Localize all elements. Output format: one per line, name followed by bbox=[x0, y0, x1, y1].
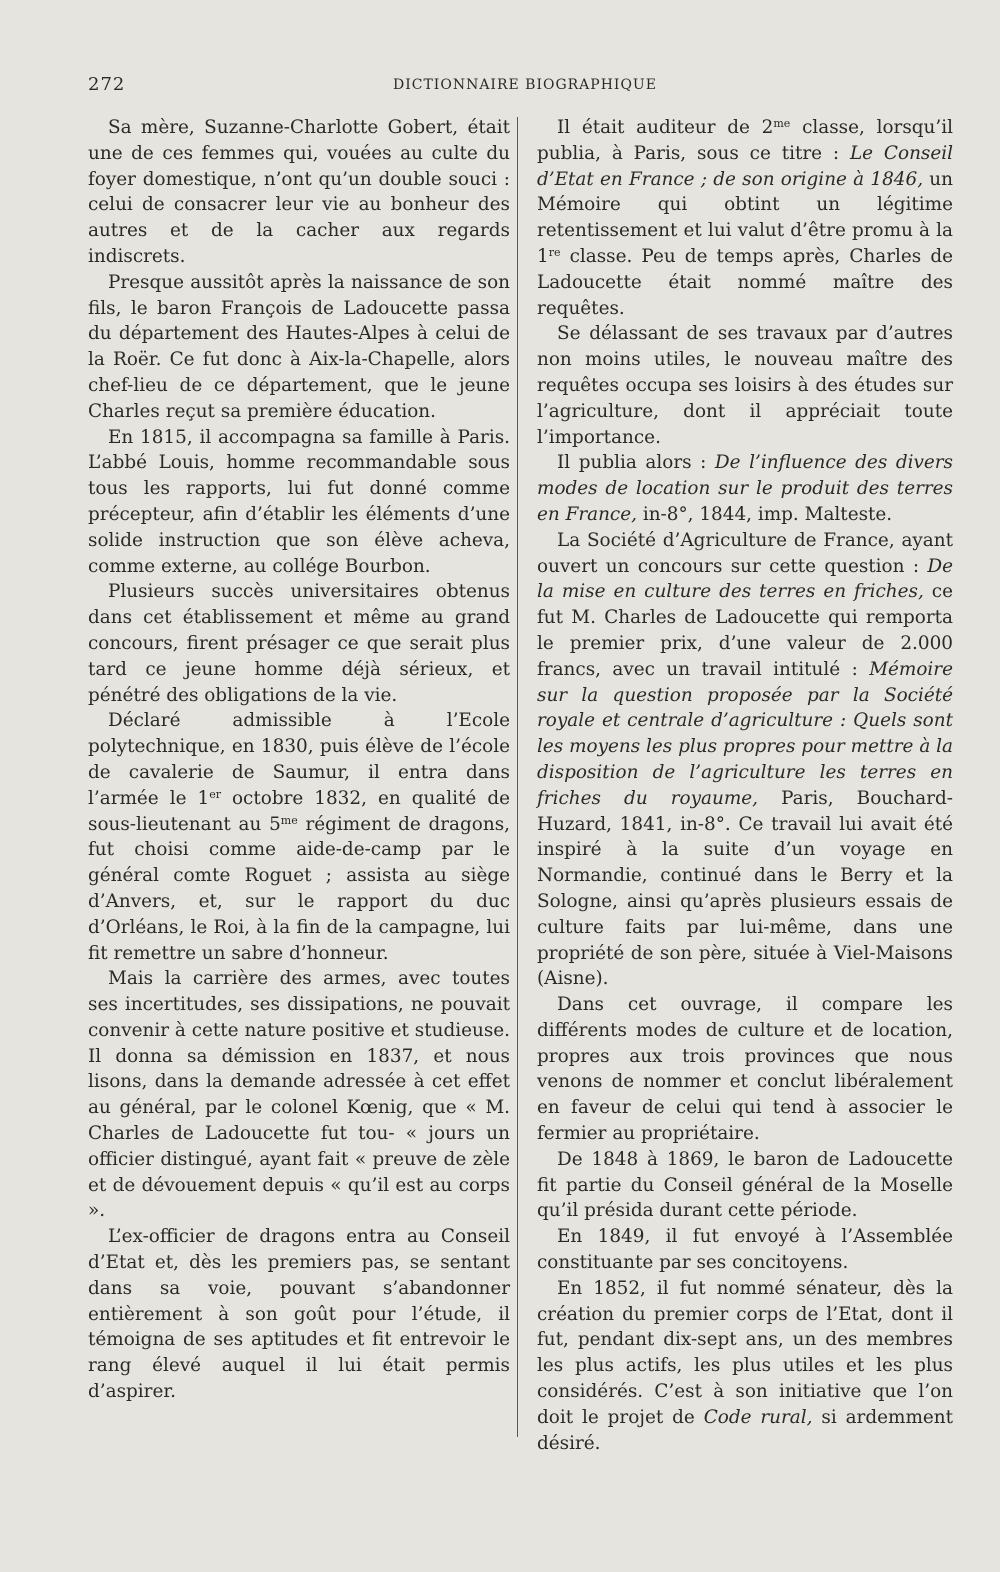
running-title: DICTIONNAIRE BIOGRAPHIQUE bbox=[393, 77, 657, 93]
paragraph bbox=[88, 1224, 510, 1405]
text-run: régiment de dragons, fut choisi comme aide-de-camp par le général comte Roguet ; assista au siège d’Anvers, et, sur le rapport du duc d’Orléans, le Roi, à la fin de la campagne, lui fit remettre un sabre d’honneur. bbox=[88, 813, 510, 964]
paragraph bbox=[537, 992, 953, 1147]
text-run: Déclaré admissible à l’Ecole polytechnique, en 1830, puis élève de l’école de cavalerie de Saumur, il entra dans l’armée le 1 bbox=[88, 710, 510, 809]
text-run: Il était auditeur de 2 bbox=[557, 117, 774, 138]
text-run: classe, lorsqu’il publia, à Paris, sous ce titre : bbox=[537, 117, 953, 164]
paragraph bbox=[88, 966, 510, 1224]
text-run: En 1849, il fut envoyé à l’Assemblée constituante par ses concitoyens. bbox=[537, 1226, 953, 1274]
text-run: Se délassant de ses travaux par d’autres non moins utiles, le nouveau maître des requêtes occupa ses loisirs à des études sur l’agriculture, dont il appréciait toute l’importance. bbox=[537, 323, 953, 448]
italic-title: De la mise en culture des terres en friches, bbox=[537, 555, 953, 603]
paragraph bbox=[88, 270, 510, 425]
column-divider bbox=[517, 117, 518, 1437]
text-run: in-8°, 1844, imp. Malteste. bbox=[636, 503, 893, 525]
text-run: Sa mère, Suzanne-Charlotte Gobert, était une de ces femmes qui, vouées au culte du foyer domestique, n’ont qu’un double souci : celui de consacrer leur vie au bonheur des autres et de la cacher aux regards indiscrets. bbox=[88, 117, 510, 267]
italic-title: Code rural, bbox=[703, 1406, 813, 1428]
paragraph bbox=[537, 1147, 953, 1224]
text-run: En 1815, il accompagna sa famille à Paris. L’abbé Louis, homme recommandable sous tous les rapports, lui fut donné comme précepteur, afin d’établir les éléments d’une solide instruction que son élève acheva, comme externe, au collége Bourbon. bbox=[88, 426, 510, 577]
text-run: De 1848 à 1869, le baron de Ladoucette fit partie du Conseil général de la Moselle qu’il présida durant cette période. bbox=[537, 1148, 953, 1222]
text-run: Mais la carrière des armes, avec toutes ses incertitudes, ses dissipations, ne pouvait convenir à cette nature positive et studieuse. Il donna sa démission en 1837, et nous lisons, dans la demande adressée à cet effet au général, par le colonel Kœnig, que « M. Charles de Ladoucette fut tou- « jours un officier distingué, ayant fait « preuve de zèle et de dévouement depuis « qu’il est au corps ». bbox=[88, 968, 510, 1222]
italic-title: De l’influence des divers modes de location sur le produit des terres en France, bbox=[537, 452, 953, 525]
superscript: re bbox=[548, 245, 561, 259]
text-run: Il publia alors : bbox=[557, 452, 715, 474]
paragraph bbox=[537, 1224, 953, 1276]
paragraph bbox=[88, 425, 510, 580]
right-column bbox=[537, 115, 953, 1456]
paragraph bbox=[537, 1276, 953, 1457]
text-run: ce fut M. Charles de Ladoucette qui remporta le premier prix, d’une valeur de 2.000 francs, avec un travail intitulé : bbox=[537, 581, 953, 680]
paragraph bbox=[88, 579, 510, 708]
text-run: Paris, Bouchard-Huzard, 1841, in-8°. Ce travail lui avait été inspiré à la suite d’un voyage en Normandie, continué dans le Berry et la Sologne, ainsi qu’après plusieurs essais de culture faits par lui-même, dans une propriété de son père, située à Viel-Maisons (Aisne). bbox=[537, 787, 953, 990]
text-run: Plusieurs succès universitaires obtenus dans cet établissement et même au grand concours, firent présager ce que serait plus tard ce jeune homme déjà sérieux, et pénétré des obligations de la vie. bbox=[88, 581, 510, 706]
paragraph bbox=[88, 115, 510, 270]
text-run: En 1852, il fut nommé sénateur, dès la création du premier corps de l’Etat, dont il fut, pendant dix-sept ans, un des membres les plus actifs, les plus utiles et les plus considérés. C’est à son initiative que l’on doit le projet de bbox=[537, 1277, 953, 1428]
paragraph bbox=[537, 528, 953, 992]
page-header bbox=[88, 74, 960, 98]
text-run: si ardemment désiré. bbox=[537, 1406, 953, 1454]
text-run: un Mémoire qui obtint un légitime retentissement et lui valut d’être promu à la 1 bbox=[537, 168, 953, 267]
paragraph bbox=[537, 115, 953, 321]
superscript: me bbox=[773, 117, 791, 130]
superscript: me bbox=[280, 813, 298, 827]
text-run: L’ex-officier de dragons entra au Conseil d’Etat et, dès les premiers pas, se sentant dans sa voie, pouvant s’abandonner entièrement à son goût pour l’étude, il témoigna de ses aptitudes et fit entrevoir le rang élevé auquel il lui était permis d’aspirer. bbox=[88, 1226, 510, 1403]
paragraph bbox=[88, 708, 510, 966]
text-run: Presque aussitôt après la naissance de son fils, le baron François de Ladoucette passa du département des Hautes-Alpes à celui de la Roër. Ce fut donc à Aix-la-Chapelle, alors chef-lieu de ce département, que le jeune Charles reçut sa première éducation. bbox=[88, 271, 510, 422]
superscript: er bbox=[209, 787, 221, 801]
paragraph bbox=[537, 321, 953, 450]
italic-title: Mémoire sur la question proposée par la Société royale et centrale d’agriculture : Quels sont les moyens les plus propres pour mettre à la disposition de l’agriculture les terres en friches du royaume, bbox=[537, 658, 953, 809]
paragraph bbox=[537, 450, 953, 527]
text-run: octobre 1832, en qualité de sous-lieutenant au 5 bbox=[88, 787, 510, 835]
italic-title: Le Conseil d’Etat en France ; de son origine à 1846, bbox=[537, 142, 954, 190]
text-run: classe. Peu de temps après, Charles de Ladoucette était nommé maître des requêtes. bbox=[537, 245, 953, 319]
text-run: La Société d’Agriculture de France, ayant ouvert un concours sur cette question : bbox=[537, 529, 953, 577]
left-column bbox=[88, 115, 510, 1405]
text-run: Dans cet ouvrage, il compare les différents modes de culture et de location, propres aux trois provinces que nous venons de nommer et conclut libéralement en faveur de celui qui tend à associer le fermier au propriétaire. bbox=[537, 994, 953, 1145]
page-number: 272 bbox=[88, 74, 126, 95]
